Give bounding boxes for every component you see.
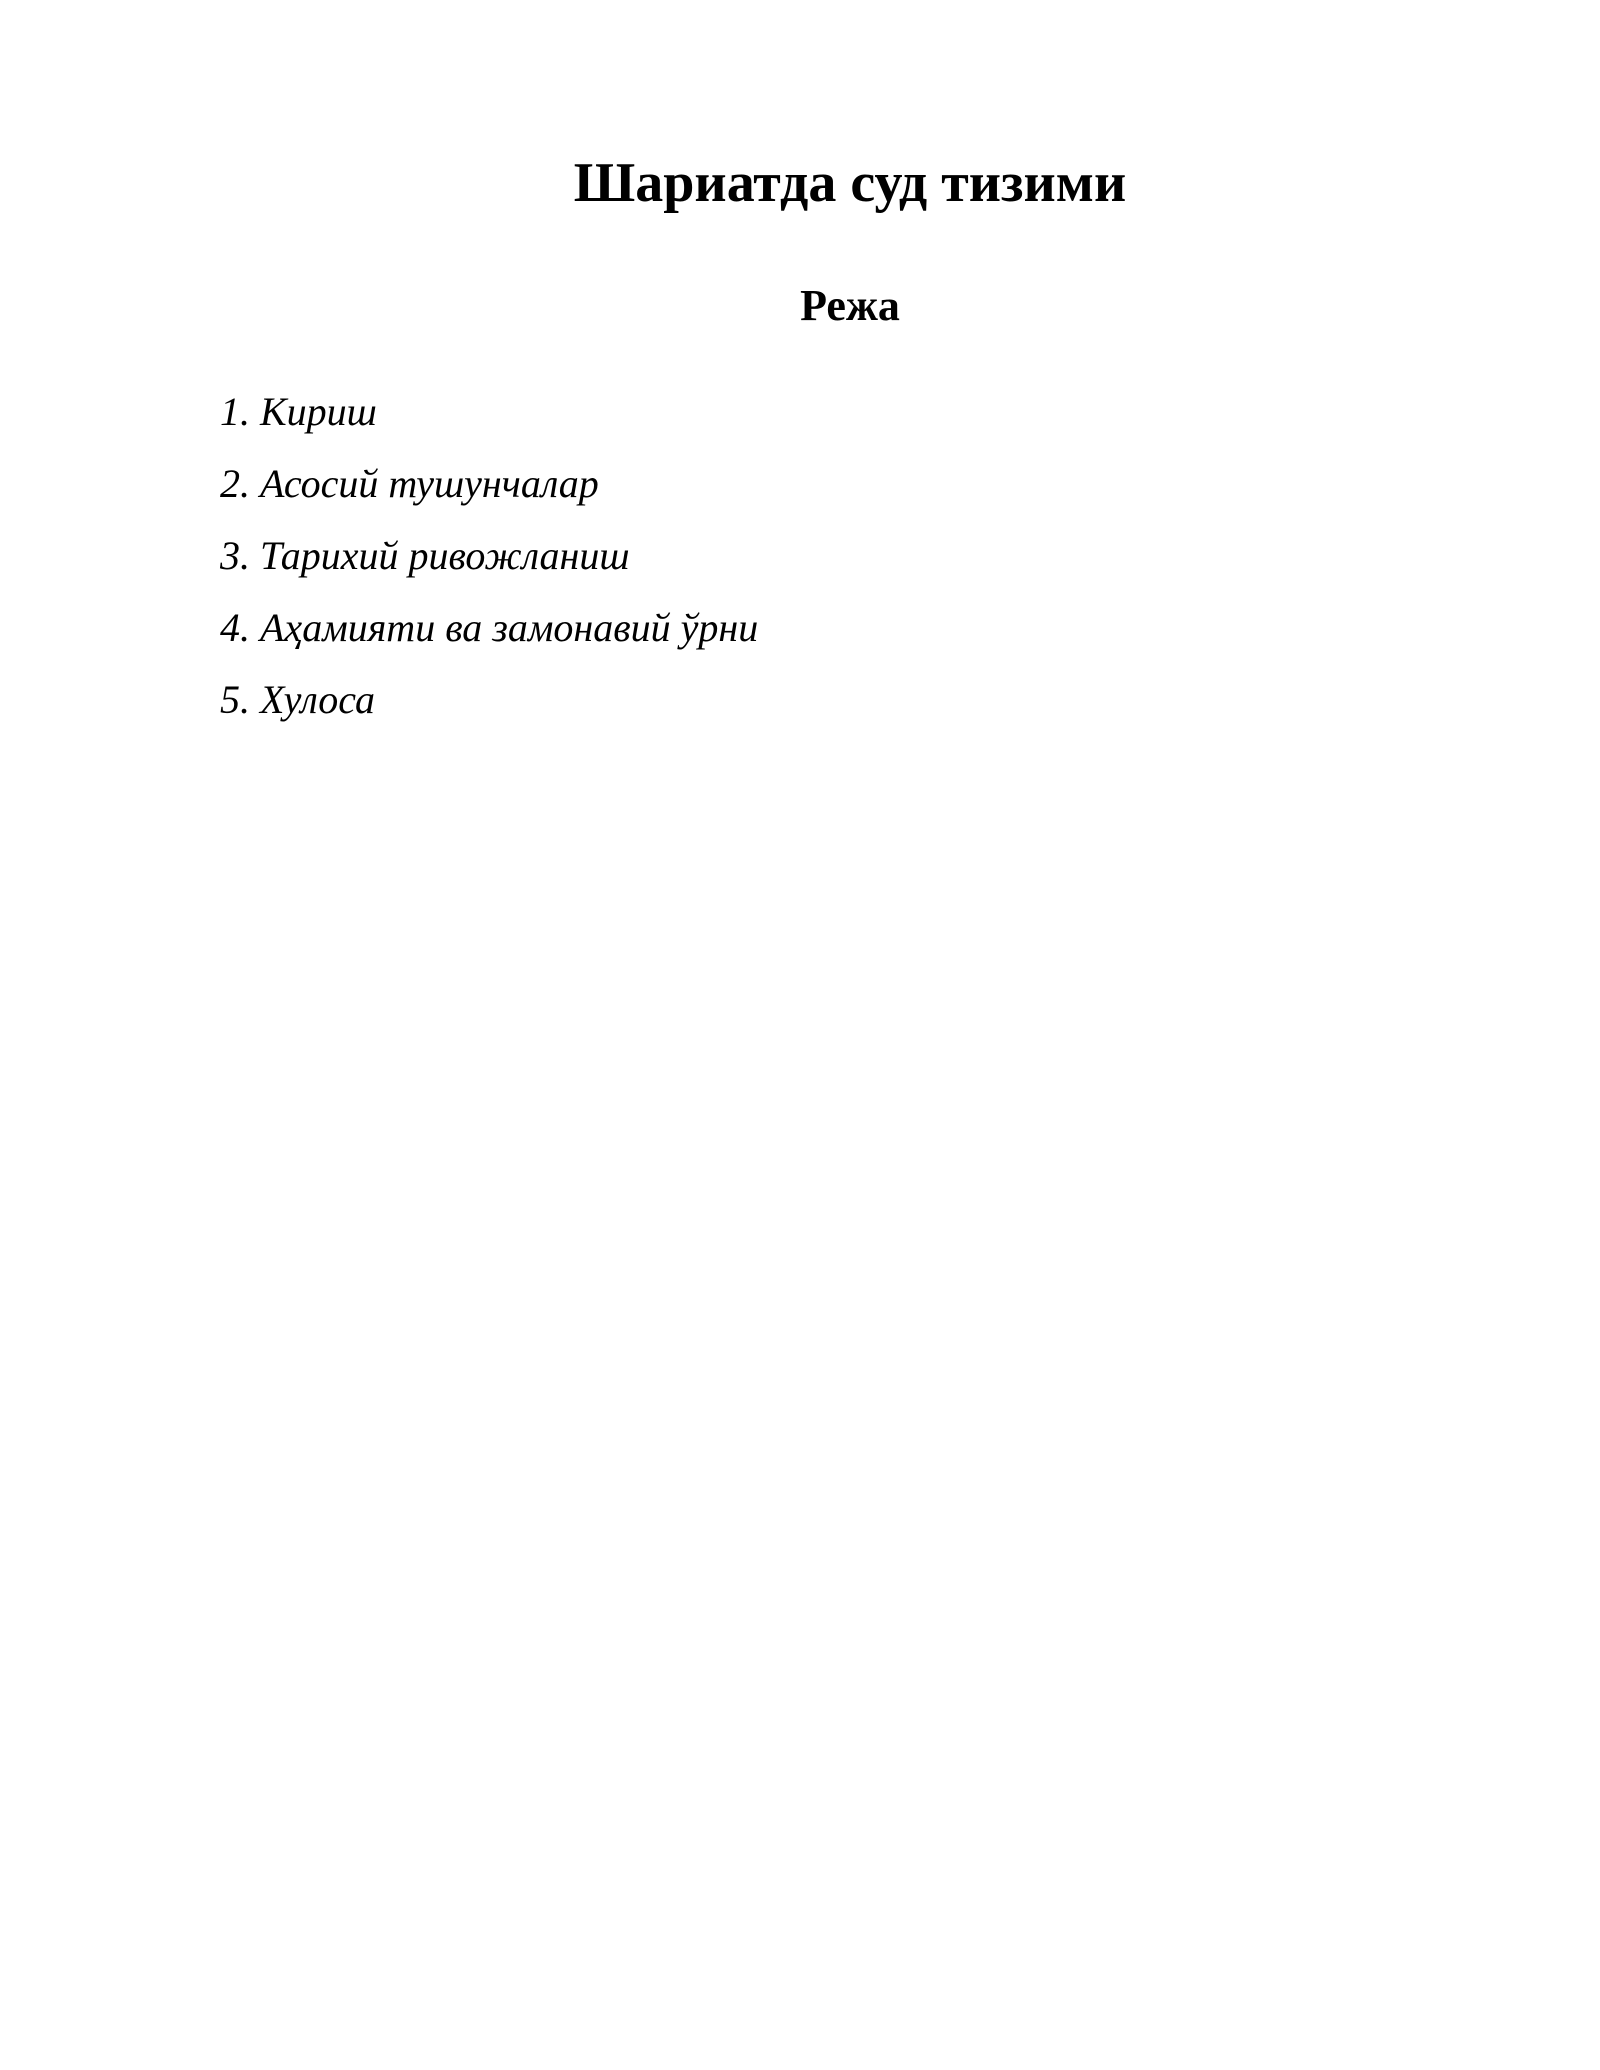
document-title: Шариатда суд тизими <box>573 152 1127 214</box>
plan-list <box>220 388 758 748</box>
plan-item: 2. Асосий тушунчалар <box>220 461 599 506</box>
plan-heading: Режа <box>800 281 900 330</box>
plan-item: 5. Хулоса <box>220 677 375 722</box>
plan-item: 4. Аҳамияти ва замонавий ўрни <box>220 605 759 650</box>
plan-item: 1. Кириш <box>220 389 377 434</box>
plan-item: 3. Тарихий ривожланиш <box>220 533 630 578</box>
